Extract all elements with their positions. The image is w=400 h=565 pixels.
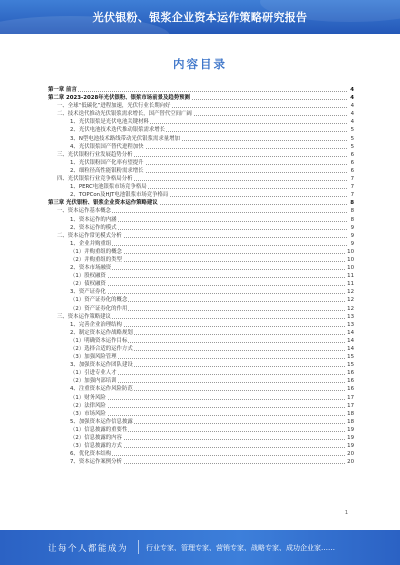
toc-entry-label: 3、加强资本运作团队建设 — [70, 362, 133, 369]
toc-entry-page: 18 — [347, 418, 354, 425]
toc-entry-label: 1、资本运作的内涵 — [70, 216, 117, 223]
toc-entry-label: 2、资本运作的模式 — [70, 224, 117, 231]
toc-entry-page: 6 — [350, 167, 354, 174]
toc-entry-page: 17 — [347, 394, 354, 401]
toc-entry-page: 19 — [347, 435, 354, 442]
toc-entry[interactable] — [48, 305, 354, 313]
toc-entry-label: （1）信息披露的重要性 — [70, 426, 128, 433]
footer-banner — [0, 530, 400, 565]
toc-entry-label: 二、技术迭代推动光伏银浆需求增长，国产替代空间广阔 — [57, 111, 192, 118]
toc-entry[interactable] — [48, 199, 354, 207]
toc-entry-label: （2）信息披露的内容 — [70, 435, 122, 442]
toc-leader-dots — [70, 407, 347, 408]
toc-entry-label: （1）明确资本运作目标 — [70, 337, 128, 344]
toc-entry-label: 1、完善企业治理结构 — [70, 321, 122, 328]
toc-entry[interactable] — [48, 207, 354, 215]
toc-entry-label: （2）债权融资 — [70, 281, 106, 288]
toc-entry-page: 9 — [350, 240, 354, 247]
toc-entry-label: （1）财务风险 — [70, 394, 106, 401]
toc-entry[interactable] — [48, 151, 354, 159]
toc-entry[interactable] — [48, 337, 354, 345]
toc-entry-label: 6、优化资本结构 — [70, 451, 112, 458]
toc-entry-label: （1）资产证券化的概念 — [70, 297, 128, 304]
toc-entry-page: 14 — [347, 337, 354, 344]
toc-entry-label: 1、PERC电池银浆市场竞争格局 — [70, 184, 147, 191]
footer-divider — [138, 540, 139, 554]
toc-entry[interactable] — [48, 224, 354, 232]
toc-entry[interactable] — [48, 240, 354, 248]
toc-entry-page: 16 — [347, 370, 354, 377]
toc-entry[interactable] — [48, 102, 354, 110]
toc-entry[interactable] — [48, 159, 354, 167]
toc-entry[interactable] — [48, 86, 354, 94]
toc-entry-label: 第三章 光伏银粉、银浆企业资本运作策略建议 — [48, 200, 158, 207]
toc-entry-page: 16 — [347, 378, 354, 385]
toc-entry-label: （1）股权融资 — [70, 273, 106, 280]
toc-entry-page: 5 — [350, 135, 354, 142]
toc-entry-label: 二、资本运作常见模式分析 — [57, 232, 122, 239]
toc-entry-label: 1、企业并购重组 — [70, 240, 112, 247]
toc-entry-label: 2、光伏电池技术迭代推动银浆需求增长 — [70, 127, 166, 134]
toc-entry-page: 12 — [347, 305, 354, 312]
toc-entry-page: 16 — [347, 386, 354, 393]
toc-leader-dots — [48, 91, 347, 92]
toc-entry-page: 13 — [347, 321, 354, 328]
toc-entry-label: （2）加强内部培训 — [70, 378, 117, 385]
toc-entry[interactable] — [48, 272, 354, 280]
toc-entry-page: 9 — [350, 232, 354, 239]
toc-entry-label: 2、细粒径高性能银粉需求增长 — [70, 167, 144, 174]
toc-entry-label: 4、光伏银浆国产替代进程加快 — [70, 143, 144, 150]
toc-entry[interactable] — [48, 288, 354, 296]
toc-entry[interactable] — [48, 175, 354, 183]
toc-entry[interactable] — [48, 264, 354, 272]
toc-entry-page: 10 — [347, 265, 354, 272]
toc-entry[interactable] — [48, 296, 354, 304]
toc-entry-page: 4 — [350, 103, 354, 110]
toc-entry-page: 18 — [347, 410, 354, 417]
toc-entry[interactable] — [48, 118, 354, 126]
toc-entry[interactable] — [48, 418, 354, 426]
toc-entry-label: 三、资本运作策略建议 — [57, 313, 111, 320]
toc-entry-label: （1）并购重组的概念 — [70, 248, 122, 255]
toc-entry-page: 6 — [350, 159, 354, 166]
toc-leader-dots — [70, 415, 347, 416]
toc-entry[interactable] — [48, 110, 354, 118]
toc-entry[interactable] — [48, 394, 354, 402]
toc-entry-label: （2）并购重组的类型 — [70, 256, 122, 263]
toc-entry[interactable] — [48, 126, 354, 134]
toc-entry-label: 第一章 前言 — [48, 87, 77, 93]
footer-slogan: 让每个人都能成为 — [48, 544, 129, 554]
toc-entry[interactable] — [48, 248, 354, 256]
toc-entry[interactable] — [48, 450, 354, 458]
toc-entry[interactable] — [48, 458, 354, 466]
toc-entry[interactable] — [48, 313, 354, 321]
toc-entry-label: 1、光伏银粉国产化率有望提升 — [70, 159, 144, 166]
table-of-contents — [48, 86, 354, 466]
toc-entry-label: 三、光伏银粉行业发展趋势分析 — [57, 151, 133, 158]
toc-entry[interactable] — [48, 369, 354, 377]
toc-entry[interactable] — [48, 434, 354, 442]
toc-entry-page: 10 — [347, 256, 354, 263]
toc-entry-label: 3、资产证券化 — [70, 289, 106, 296]
toc-entry-label: 2、TOPCon及HJT电池银浆市场竞争格局 — [70, 192, 169, 199]
toc-entry-page: 14 — [347, 329, 354, 336]
footer-roles: 行业专家、管理专家、营销专家、战略专家、成功企业家…… — [146, 544, 335, 552]
toc-entry-page: 8 — [350, 200, 354, 207]
toc-entry-page: 10 — [347, 248, 354, 255]
toc-entry-page: 6 — [350, 151, 354, 158]
toc-entry-page: 4 — [350, 111, 354, 118]
report-header-banner — [0, 0, 400, 34]
toc-entry-page: 12 — [347, 297, 354, 304]
toc-entry-page: 20 — [347, 459, 354, 466]
toc-entry[interactable] — [48, 256, 354, 264]
toc-leader-dots — [70, 285, 347, 286]
toc-entry-label: 四、光伏银浆行业竞争格局分析 — [57, 176, 133, 183]
toc-entry-page: 8 — [350, 208, 354, 215]
toc-entry[interactable] — [48, 183, 354, 191]
toc-entry-page: 15 — [347, 362, 354, 369]
toc-entry-label: 7、资本运作案例分析 — [70, 459, 122, 466]
toc-entry-page: 11 — [347, 281, 354, 288]
toc-entry-page: 13 — [347, 313, 354, 320]
toc-entry-page: 12 — [347, 289, 354, 296]
toc-entry-page: 7 — [350, 184, 354, 191]
toc-entry-label: （3）市场风险 — [70, 410, 106, 417]
toc-entry-label: 第二章 2023-2028年光伏银粉、银浆市场前景及趋势预测 — [48, 95, 190, 102]
toc-entry[interactable] — [48, 426, 354, 434]
toc-entry-label: 4、注重资本运作风险防范 — [70, 386, 133, 393]
toc-entry[interactable] — [48, 216, 354, 224]
toc-entry[interactable] — [48, 135, 354, 143]
toc-heading: 内容目录 — [173, 57, 227, 71]
toc-entry-label: （2）选择合适的运作方式 — [70, 346, 133, 352]
toc-entry[interactable] — [48, 143, 354, 151]
toc-entry-page: 5 — [350, 127, 354, 134]
toc-entry[interactable] — [48, 385, 354, 393]
toc-entry-page: 7 — [350, 176, 354, 183]
toc-entry-label: 3、N型电池技术路线带动光伏银浆需求量增加 — [70, 135, 180, 142]
toc-leader-dots — [70, 277, 347, 278]
toc-entry[interactable] — [48, 410, 354, 418]
toc-entry-label: 2、制定资本运作战略规划 — [70, 329, 133, 336]
toc-entry-page: 17 — [347, 402, 354, 409]
toc-entry-page: 11 — [347, 273, 354, 280]
toc-entry-label: （2）法律风险 — [70, 402, 106, 409]
toc-entry[interactable] — [48, 442, 354, 450]
toc-entry-label: （2）资产证券化的作用 — [70, 305, 128, 312]
toc-entry[interactable] — [48, 345, 354, 353]
toc-entry-page: 14 — [347, 346, 354, 352]
toc-entry-page: 9 — [350, 224, 354, 231]
toc-entry-label: （3）信息披露的方式 — [70, 443, 122, 450]
toc-leader-dots — [70, 293, 347, 294]
toc-entry[interactable] — [48, 353, 354, 361]
toc-entry-label: （3）加强风险管理 — [70, 354, 117, 361]
toc-entry-label: （1）引进专业人才 — [70, 370, 117, 377]
toc-entry-page: 8 — [350, 216, 354, 223]
toc-entry[interactable] — [48, 377, 354, 385]
toc-entry-label: 1、光伏银浆是光伏电池关键材料 — [70, 119, 149, 126]
toc-entry-page: 7 — [350, 192, 354, 199]
toc-entry[interactable] — [48, 329, 354, 337]
toc-entry[interactable] — [48, 94, 354, 102]
toc-entry-label: 5、加强资本运作信息披露 — [70, 418, 133, 425]
toc-entry[interactable] — [48, 232, 354, 240]
toc-entry-page: 19 — [347, 426, 354, 433]
page-number: 1 — [344, 510, 348, 516]
toc-entry-label: 一、资本运作基本概念 — [57, 208, 111, 215]
toc-entry-label: 一、全球“低碳化”进程加速，光伏行业长期向好 — [57, 103, 171, 110]
toc-entry[interactable] — [48, 280, 354, 288]
toc-entry[interactable] — [48, 402, 354, 410]
toc-entry[interactable] — [48, 167, 354, 175]
toc-leader-dots — [70, 399, 347, 400]
toc-entry-page: 20 — [347, 451, 354, 458]
toc-entry-page: 4 — [350, 119, 354, 126]
toc-entry[interactable] — [48, 321, 354, 329]
toc-entry-page: 5 — [350, 143, 354, 150]
toc-entry-page: 19 — [347, 443, 354, 450]
toc-entry-label: 2、资本市场融资 — [70, 265, 112, 272]
toc-entry-page: 4 — [350, 95, 354, 102]
toc-entry[interactable] — [48, 191, 354, 199]
toc-entry-page: 15 — [347, 354, 354, 361]
toc-entry-page: 4 — [350, 87, 354, 93]
report-title: 光伏银粉、银浆企业资本运作策略研究报告 — [92, 11, 308, 24]
toc-entry[interactable] — [48, 361, 354, 369]
